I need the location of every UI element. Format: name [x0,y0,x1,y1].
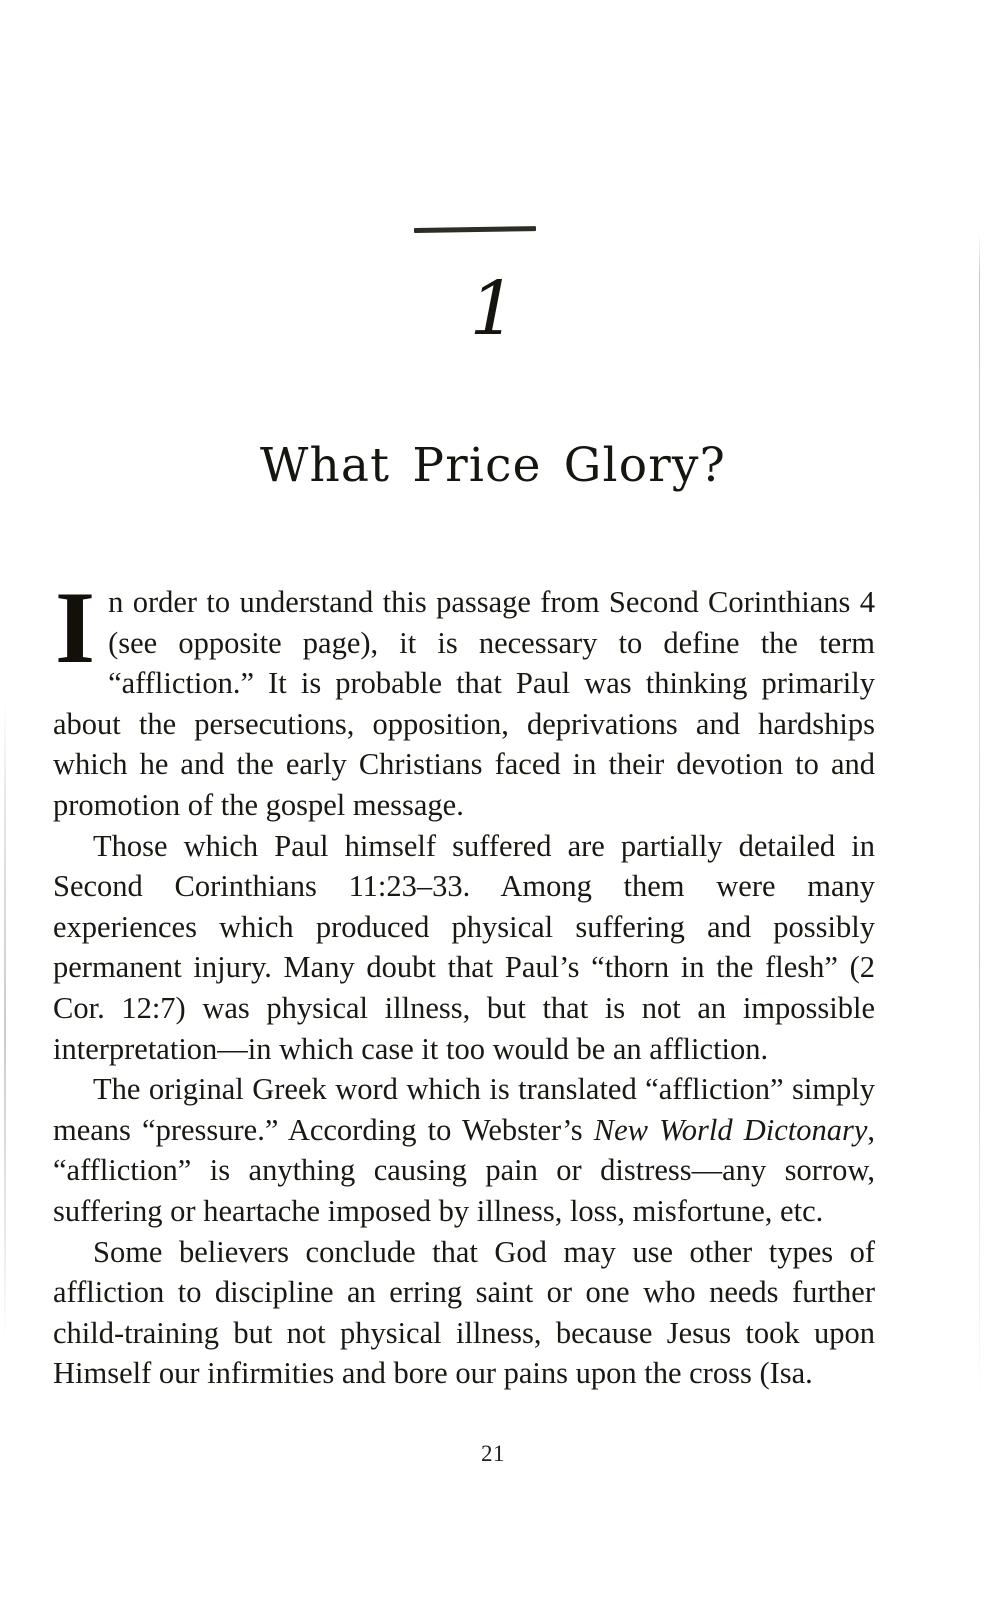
paragraph-4 [53,1232,875,1394]
chapter-title: What Price Glory? [259,438,727,493]
scan-edge-artifact-right [979,232,980,1412]
chapter-number: 1 [469,266,517,352]
paragraph-1-text: n order to understand this passage from Second Corinthians 4 (see opposite page), it is necessary to define the term “affliction.” It is probable that Paul was thinking primarily about the persecutions, opposition, deprivations and hardships which he and the early Christians faced in their devotion to and promotion of the gospel message. [53,585,875,822]
chapter-divider-rule [414,226,536,233]
paragraph-2 [53,826,875,1070]
paragraph-4-text: Some believers conclude that God may use other types of affliction to discipline an erring saint or one who needs further child-training but not physical illness, because Jesus took upon Himself our infirmities and bore our pains upon the cross (Isa. [53,1234,875,1391]
book-title-citation: New World Dictonary [593,1112,868,1147]
paragraph-3-text-before-citation: The original Greek word which is translated “affliction” simply means “pressure.” According to Webster’s [53,1072,875,1147]
scan-edge-artifact-left [4,700,6,1340]
paragraph-1 [53,571,875,826]
body-text-block [53,571,875,1394]
paragraph-3 [53,1069,875,1231]
drop-cap-letter: I [55,571,96,685]
page-number: 21 [481,1441,505,1466]
paragraph-3-text-after-citation: , “affliction” is anything causing pain or distress—any sorrow, suffering or heartache imposed by illness, loss, misfortune, etc. [53,1112,875,1228]
paragraph-2-text: Those which Paul himself suffered are partially detailed in Second Corinthians 11:23–33. Among them were many experiences which produced physical suffering and possibly permanent injury. Many doubt that Paul’s “thorn in the flesh” (2 Cor. 12:7) was physical illness, but that is not an impossible interpretation—in which case it too would be an affliction. [53,828,875,1066]
